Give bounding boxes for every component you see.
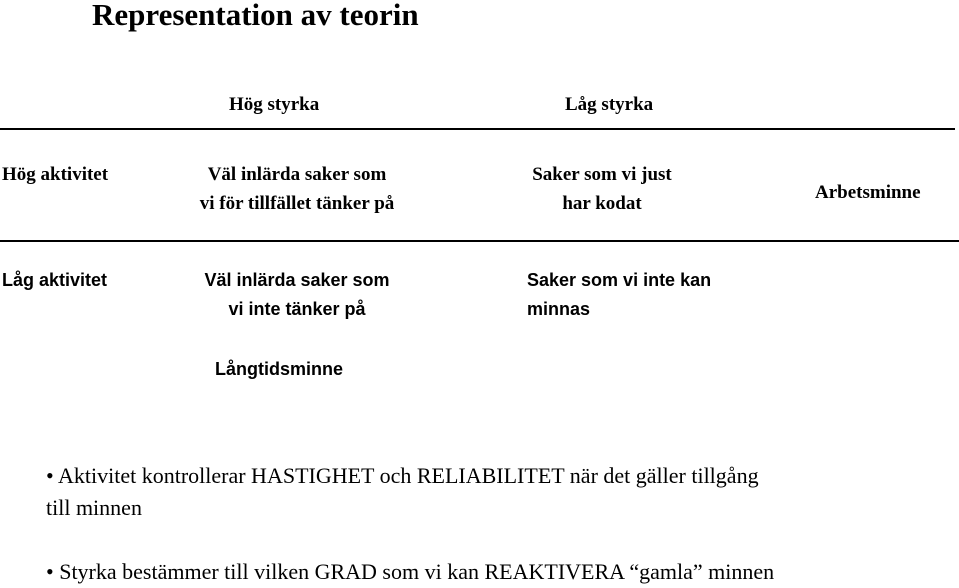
cell-high-activity-low-strength [492, 160, 712, 218]
cell-line: Saker som vi just [532, 164, 672, 185]
cell-low-activity-low-strength [527, 266, 767, 324]
memory-label-working: Arbetsminne [815, 182, 921, 203]
row-divider [0, 240, 959, 242]
cell-line: vi för tillfället tänker på [199, 193, 395, 214]
bullet-item-activity [46, 460, 759, 524]
bullet-marker-icon: • [46, 559, 54, 584]
cell-line: Väl inlärda saker som [204, 270, 390, 290]
cell-line: Saker som vi inte kan [527, 270, 712, 290]
bullet-text: Aktivitet kontrollerar HASTIGHET och RELIABILITET när det gäller tillgång [58, 463, 759, 488]
cell-low-activity-high-strength [172, 266, 422, 324]
column-header-high-strength: Hög styrka [229, 94, 320, 115]
column-header-low-strength: Låg styrka [565, 94, 654, 115]
row-header-low-activity: Låg aktivitet [2, 270, 108, 290]
bullet-marker-icon: • [46, 463, 54, 488]
cell-line: Väl inlärda saker som [207, 164, 387, 185]
bullet-item-strength [46, 556, 774, 588]
bullet-text: Styrka bestämmer till vilken GRAD som vi kan REAKTIVERA “gamla” minnen [59, 559, 775, 584]
row-header-high-activity: Hög aktivitet [2, 164, 109, 185]
bullet-line [46, 460, 759, 492]
cell-line: minnas [527, 299, 591, 319]
memory-label-long-term: Långtidsminne [215, 359, 344, 379]
header-divider [0, 128, 955, 130]
page-title: Representation av teorin [92, 0, 419, 32]
cell-high-activity-high-strength [162, 160, 432, 218]
bullet-line [46, 556, 774, 588]
cell-line: vi inte tänker på [228, 299, 366, 319]
cell-line: har kodat [562, 193, 642, 214]
bullet-line: till minnen [46, 495, 142, 520]
